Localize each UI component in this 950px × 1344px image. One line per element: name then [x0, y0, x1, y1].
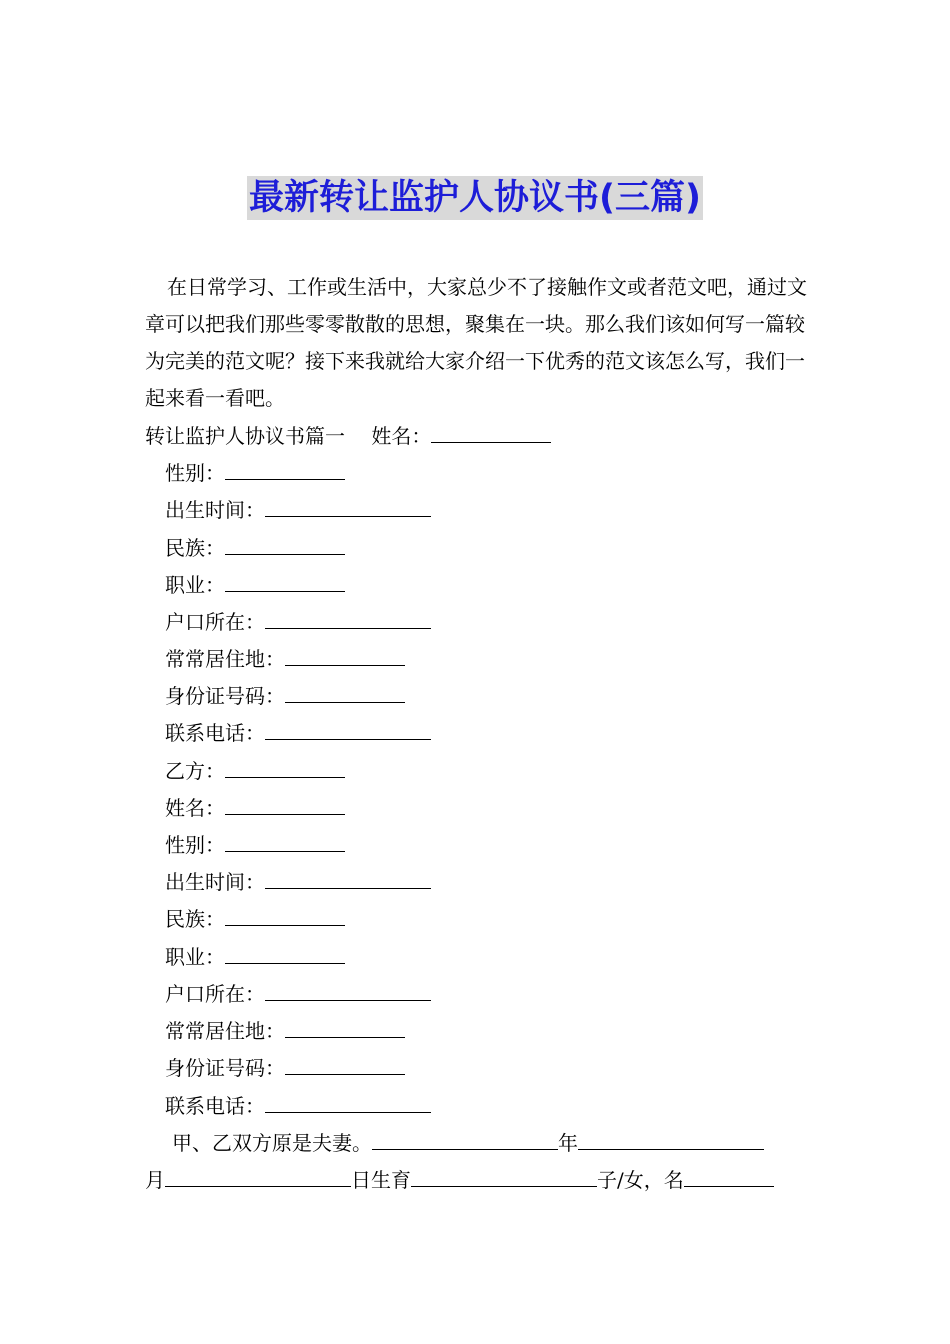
blank-underline [265, 498, 431, 517]
field-label: 常常居住地： [165, 1019, 285, 1043]
field-label: 民族： [165, 536, 225, 560]
field-occupation-a [165, 572, 345, 598]
closing-text: 月 [145, 1168, 165, 1192]
field-label: 户口所在： [165, 982, 265, 1006]
blank-underline [265, 610, 431, 629]
field-label: 性别： [165, 833, 225, 857]
blank-underline [285, 1056, 405, 1075]
field-gender-b [165, 832, 345, 858]
blank-underline [225, 759, 345, 778]
field-idnumber-a [165, 683, 405, 709]
field-label: 民族： [165, 907, 225, 931]
field-phone-a [165, 720, 431, 746]
field-label: 身份证号码： [165, 1056, 285, 1080]
blank-underline [265, 1094, 431, 1113]
blank-underline [578, 1131, 764, 1150]
intro-paragraph: 在日常学习、工作或生活中，大家总少不了接触作文或者范文吧，通过文章可以把我们那些零零散散的思想，聚集在一块。那么我们该如何写一篇较为完美的范文呢？接下来我就给大家介绍一下优秀的范文该怎么写，我们一起来看一看吧。 [145, 275, 807, 410]
blank-underline [225, 796, 345, 815]
blank-underline [285, 647, 405, 666]
section-heading: 转让监护人协议书篇一 [145, 424, 345, 448]
field-birth-a [165, 497, 431, 523]
blank-underline [225, 536, 345, 555]
field-hukou-a [165, 609, 431, 635]
blank-underline [285, 684, 405, 703]
closing-text: 甲、乙双方原是夫妻。 [172, 1131, 372, 1155]
field-label: 身份证号码： [165, 684, 285, 708]
blank-underline [265, 721, 431, 740]
field-label: 联系电话： [165, 721, 265, 745]
field-gender-a [165, 460, 345, 486]
blank-underline [411, 1168, 597, 1187]
closing-text: 年 [558, 1131, 578, 1155]
field-residence-a [165, 646, 405, 672]
field-label: 出生时间： [165, 498, 265, 522]
closing-line-1 [172, 1130, 764, 1156]
blank-underline [225, 573, 345, 592]
blank-underline [684, 1168, 774, 1187]
blank-underline [225, 907, 345, 926]
field-phone-b [165, 1093, 431, 1119]
field-label: 姓名： [165, 796, 225, 820]
title-container [0, 176, 950, 220]
field-label: 户口所在： [165, 610, 265, 634]
heading-line [145, 423, 551, 449]
blank-underline [225, 945, 345, 964]
field-label: 性别： [165, 461, 225, 485]
field-ethnicity-b [165, 906, 345, 932]
field-name-b [165, 795, 345, 821]
field-idnumber-b [165, 1055, 405, 1081]
blank-underline [225, 833, 345, 852]
field-label: 姓名： [371, 424, 432, 448]
field-birth-b [165, 869, 431, 895]
field-label: 常常居住地： [165, 647, 285, 671]
blank-underline [265, 982, 431, 1001]
blank-underline [165, 1168, 351, 1187]
field-label: 职业： [165, 945, 225, 969]
field-label: 出生时间： [165, 870, 265, 894]
field-ethnicity-a [165, 535, 345, 561]
blank-underline [265, 870, 431, 889]
field-label: 职业： [165, 573, 225, 597]
field-hukou-b [165, 981, 431, 1007]
blank-underline [225, 461, 345, 480]
field-residence-b [165, 1018, 405, 1044]
blank-underline [372, 1131, 558, 1150]
document-title: 最新转让监护人协议书(三篇) [249, 178, 701, 218]
field-occupation-b [165, 944, 345, 970]
closing-text: 子/女，名 [597, 1168, 684, 1192]
field-label: 联系电话： [165, 1094, 265, 1118]
blank-underline [431, 424, 551, 443]
party-b-line [165, 758, 345, 784]
closing-line-2 [145, 1167, 774, 1193]
closing-text: 日生育 [351, 1168, 411, 1192]
field-label: 乙方： [165, 759, 225, 783]
blank-underline [285, 1019, 405, 1038]
